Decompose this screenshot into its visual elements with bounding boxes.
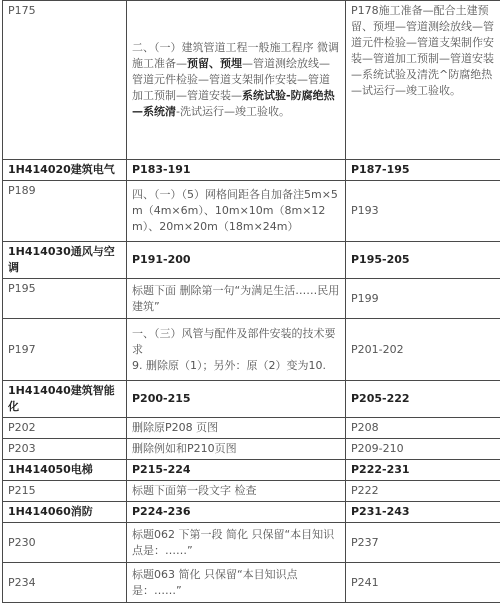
new-page-cell: P241 bbox=[346, 563, 500, 603]
new-page-cell: P237 bbox=[346, 523, 500, 563]
change-description-cell: 标题下面第一段文字 检查 bbox=[127, 481, 346, 502]
section-title: 1H414060消防 bbox=[3, 502, 127, 523]
old-page-cell: P215 bbox=[3, 481, 127, 502]
table-row bbox=[3, 181, 500, 242]
change-description-cell: 标题下面 删除第一句“为满足生活……民用建筑” bbox=[127, 279, 346, 319]
new-page-cell: P199 bbox=[346, 279, 500, 319]
new-page-range: P205-222 bbox=[346, 381, 500, 418]
old-page-range: P191-200 bbox=[127, 242, 346, 279]
old-page-cell: P197 bbox=[3, 319, 127, 381]
change-description-cell: 二、（一）建筑管道工程一般施工程序 微调施工准备—预留、预埋—管道测绘放线—管道元件检验—管道支架制作安装—管道加工预制—管道安装—系统试验-防腐绝热—系统清-洗试运行—竣工验收。 bbox=[127, 1, 346, 160]
section-title: 1H414020建筑电气 bbox=[3, 160, 127, 181]
change-description-cell: 四、（一）（5）网格间距各自加备注5m×5m（4m×6m）、10m×10m（8m×12m）、20m×20m（18m×24m） bbox=[127, 181, 346, 242]
table-row bbox=[3, 319, 500, 381]
new-page-range: P222-231 bbox=[346, 460, 500, 481]
old-page-cell: P195 bbox=[3, 279, 127, 319]
old-page-cell: P202 bbox=[3, 418, 127, 439]
new-page-cell: P178施工准备—配合土建预留、预埋—管道测绘放线—管道元件检验—管道支架制作安装—管道加工预制—管道安装—系统试验及清洗^防腐绝热—试运行—竣工验收。 bbox=[346, 1, 500, 160]
old-page-cell: P234 bbox=[3, 563, 127, 603]
old-page-cell: P189 bbox=[3, 181, 127, 242]
change-description-cell: 标题062 下第一段 简化 只保留“本目知识点是：……” bbox=[127, 523, 346, 563]
table-row bbox=[3, 279, 500, 319]
change-description-cell: 一、（三）风管与配件及部件安装的技术要求 9. 删除原（1）；另外：原（2）变为10. bbox=[127, 319, 346, 381]
section-row bbox=[3, 381, 500, 418]
table-row bbox=[3, 523, 500, 563]
old-page-range: P215-224 bbox=[127, 460, 346, 481]
new-page-cell: P208 bbox=[346, 418, 500, 439]
section-title: 1H414040建筑智能化 bbox=[3, 381, 127, 418]
old-page-range: P200-215 bbox=[127, 381, 346, 418]
table-row bbox=[3, 563, 500, 603]
new-page-range: P187-195 bbox=[346, 160, 500, 181]
new-page-cell: P222 bbox=[346, 481, 500, 502]
new-page-cell: P201-202 bbox=[346, 319, 500, 381]
old-page-cell: P230 bbox=[3, 523, 127, 563]
change-description-cell: 标题063 简化 只保留“本目知识点是：……” bbox=[127, 563, 346, 603]
section-row bbox=[3, 460, 500, 481]
new-page-cell: P193 bbox=[346, 181, 500, 242]
section-row bbox=[3, 242, 500, 279]
section-row bbox=[3, 502, 500, 523]
change-description-cell: 删除例如和P210页图 bbox=[127, 439, 346, 460]
revision-table-page bbox=[2, 0, 498, 603]
new-page-cell: P209-210 bbox=[346, 439, 500, 460]
old-page-range: P183-191 bbox=[127, 160, 346, 181]
old-page-cell: P203 bbox=[3, 439, 127, 460]
new-page-range: P195-205 bbox=[346, 242, 500, 279]
section-title: 1H414030通风与空调 bbox=[3, 242, 127, 279]
table-row bbox=[3, 439, 500, 460]
section-row bbox=[3, 160, 500, 181]
table-row bbox=[3, 481, 500, 502]
revision-table bbox=[2, 0, 500, 603]
old-page-cell: P175 bbox=[3, 1, 127, 160]
change-description-cell: 删除原P208 页图 bbox=[127, 418, 346, 439]
table-row bbox=[3, 1, 500, 160]
old-page-range: P224-236 bbox=[127, 502, 346, 523]
table-row bbox=[3, 418, 500, 439]
new-page-range: P231-243 bbox=[346, 502, 500, 523]
section-title: 1H414050电梯 bbox=[3, 460, 127, 481]
